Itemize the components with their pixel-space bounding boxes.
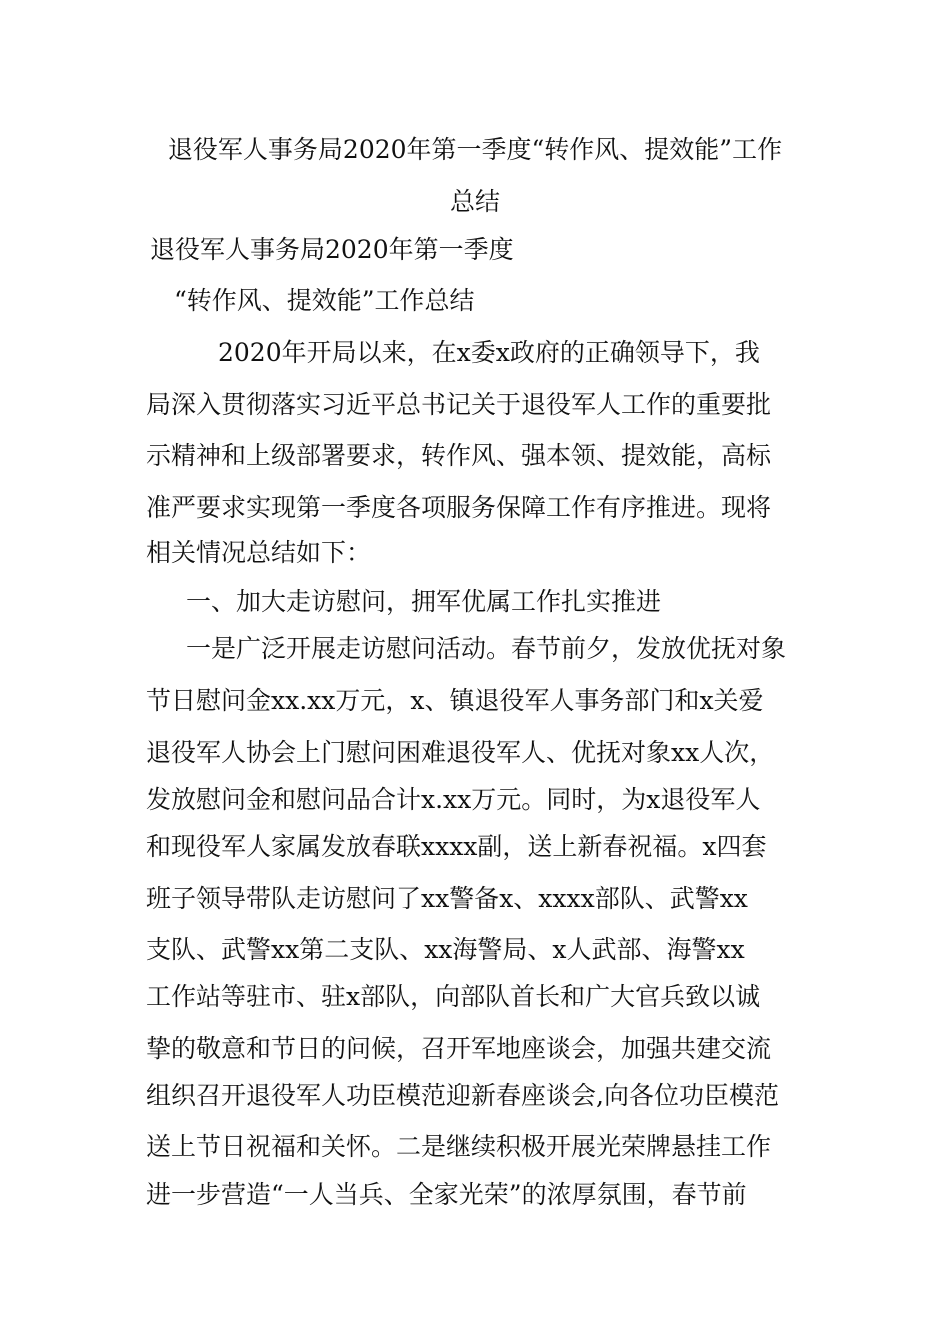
body-line: 发放慰问金和慰问品合计x.xx万元。同时，为x退役军人 <box>146 785 761 814</box>
document-title-line-1: 退役军人事务局2020年第一季度“转作风、提效能”工作 <box>167 135 783 164</box>
body-line: 相关情况总结如下： <box>146 538 372 567</box>
body-line: 组织召开退役军人功臣模范迎新春座谈会,向各位功臣模范 <box>146 1081 779 1110</box>
body-line: 和现役军人家属发放春联xxxx副，送上新春祝福。x四套 <box>146 832 767 861</box>
body-line: 示精神和上级部署要求，转作风、强本领、提效能，高标 <box>146 441 772 470</box>
body-line: 2020年开局以来，在x委x政府的正确领导下，我 <box>218 338 760 367</box>
document-subtitle-line-2: “转作风、提效能”工作总结 <box>174 286 475 315</box>
document-subtitle-line-1: 退役军人事务局2020年第一季度 <box>150 235 514 264</box>
section-heading: 一、加大走访慰问，拥军优属工作扎实推进 <box>186 587 662 616</box>
body-line: 准严要求实现第一季度各项服务保障工作有序推进。现将 <box>146 493 772 522</box>
document-title-line-2: 总结 <box>449 187 500 216</box>
body-line: 一是广泛开展走访慰问活动。春节前夕，发放优抚对象 <box>186 634 787 663</box>
body-line: 挚的敬意和节日的问候，召开军地座谈会，加强共建交流 <box>146 1034 772 1063</box>
body-line: 送上节日祝福和关怀。二是继续积极开展光荣牌悬挂工作 <box>146 1132 772 1161</box>
body-line: 节日慰问金xx.xx万元，x、镇退役军人事务部门和x关爱 <box>146 686 764 715</box>
body-line: 退役军人协会上门慰问困难退役军人、优抚对象xx人次， <box>146 738 775 767</box>
body-line: 局深入贯彻落实习近平总书记关于退役军人工作的重要批 <box>146 390 772 419</box>
body-line: 进一步营造“一人当兵、全家光荣”的浓厚氛围，春节前 <box>146 1180 747 1209</box>
body-line: 工作站等驻市、驻x部队，向部队首长和广大官兵致以诚 <box>146 982 761 1011</box>
body-line: 支队、武警xx第二支队、xx海警局、x人武部、海警xx <box>146 935 745 964</box>
body-line: 班子领导带队走访慰问了xx警备x、xxxx部队、武警xx <box>146 884 748 913</box>
